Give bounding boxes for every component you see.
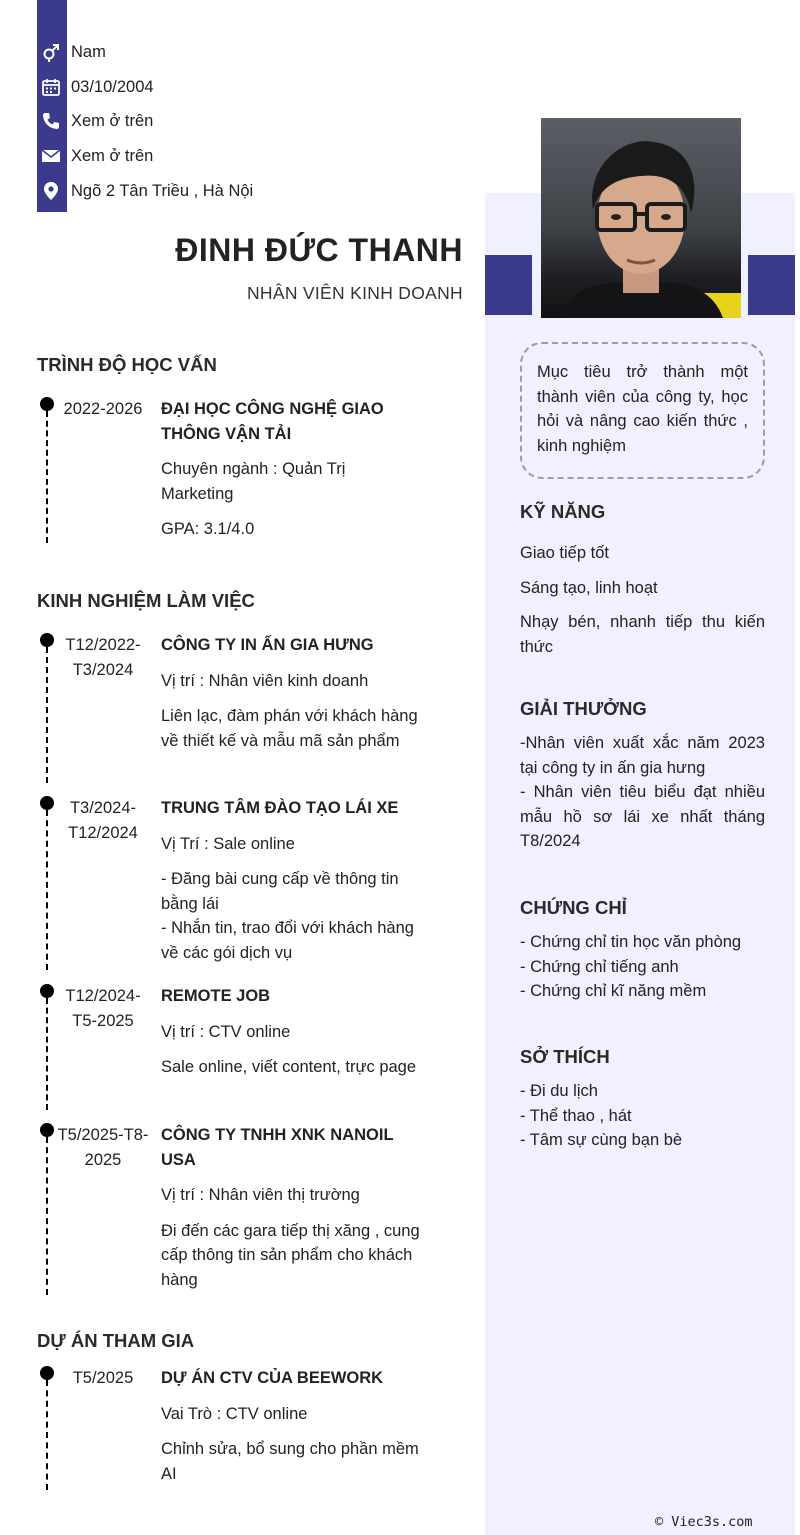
- candidate-role: NHÂN VIÊN KINH DOANH: [246, 283, 463, 303]
- entry-date: 2022-2026: [63, 400, 143, 418]
- entry-line: Vị trí : CTV online: [161, 1022, 291, 1041]
- address-text: Ngõ 2 Tân Triều , Hà Nội: [71, 181, 254, 200]
- timeline-dot: [40, 796, 54, 810]
- accent-block-right: [748, 255, 795, 315]
- candidate-name: ĐINH ĐỨC THANH: [175, 232, 463, 268]
- entry-line: Vị Trí : Sale online: [161, 834, 295, 853]
- career-objective: Mục tiêu trở thành một thành viên của công ty, học hỏi và nâng cao kiến thức , kinh nghiệm: [520, 342, 765, 479]
- calendar-icon: [40, 76, 62, 98]
- contact-address: [40, 179, 254, 203]
- timeline-dot: [40, 1123, 54, 1137]
- skill-item: Nhạy bén, nhanh tiếp thu kiến thức: [520, 613, 765, 656]
- entry-heading: CÔNG TY TNHH XNK NANOIL USA: [161, 1126, 394, 1169]
- timeline-dot: [40, 1366, 54, 1380]
- entry-date: T5/2025: [72, 1369, 134, 1387]
- watermark-footer: © Viec3s.com: [655, 1514, 753, 1530]
- entry-heading: TRUNG TÂM ĐÀO TẠO LÁI XE: [161, 799, 399, 817]
- skill-item: Sáng tạo, linh hoạt: [520, 578, 658, 597]
- profile-photo: [541, 118, 741, 318]
- timeline-line: [46, 1380, 48, 1490]
- contact-gender: [40, 40, 106, 64]
- hobbies-list: [520, 1079, 765, 1153]
- entry-heading: DỰ ÁN CTV CỦA BEEWORK: [161, 1369, 384, 1387]
- entry-body: [161, 1366, 421, 1486]
- entry-date: T12/2024-T5-2025: [65, 987, 141, 1030]
- certificates-list: [520, 930, 765, 1004]
- hobby-item: - Tâm sự cùng bạn bè: [520, 1131, 683, 1149]
- entry-date: T3/2024-T12/2024: [68, 799, 138, 842]
- timeline-line: [46, 411, 48, 543]
- timeline-line: [46, 810, 48, 970]
- entry-line: Chỉnh sửa, bổ sung cho phần mềm AI: [161, 1440, 419, 1483]
- education-title: TRÌNH ĐỘ HỌC VẤN: [37, 354, 217, 375]
- phone-text: Xem ở trên: [71, 111, 154, 130]
- entry-body: [161, 984, 421, 1080]
- hobby-item: - Đi du lịch: [520, 1082, 598, 1100]
- timeline-line: [46, 1137, 48, 1295]
- dob-text: 03/10/2004: [71, 77, 154, 96]
- entry-line: Chuyên ngành : Quản Trị Marketing: [161, 460, 346, 503]
- gender-icon: [40, 41, 62, 63]
- location-pin-icon: [40, 180, 62, 202]
- mail-icon: [40, 145, 62, 167]
- skills-title: KỸ NĂNG: [520, 501, 606, 522]
- award-item: -Nhân viên xuất xắc năm 2023 tại công ty in ấn gia hưng: [520, 734, 765, 777]
- awards-list: [520, 731, 765, 854]
- projects-title: DỰ ÁN THAM GIA: [37, 1330, 195, 1351]
- entry-line: Liên lạc, đàm phán với khách hàng về thiết kế và mẫu mã sản phẩm: [161, 707, 418, 750]
- entry-line: Vai Trò : CTV online: [161, 1404, 308, 1423]
- entry-body: [161, 1123, 421, 1292]
- contact-dob: [40, 75, 154, 99]
- entry-heading: CÔNG TY IN ẤN GIA HƯNG: [161, 636, 374, 654]
- entry-heading: REMOTE JOB: [161, 987, 271, 1005]
- entry-line: Đi đến các gara tiếp thị xăng , cung cấp thông tin sản phẩm cho khách hàng: [161, 1221, 420, 1289]
- entry-line: Vị trí : Nhân viên thị trường: [161, 1186, 360, 1204]
- entry-date: T5/2025-T8-2025: [57, 1126, 149, 1169]
- entry-line: - Nhắn tin, trao đổi với khách hàng về các gói dịch vụ: [161, 919, 414, 962]
- entry-body: [161, 633, 421, 753]
- contact-phone: [40, 109, 154, 133]
- entry-body: [161, 397, 421, 542]
- timeline-line: [46, 647, 48, 783]
- entry-line: Vị trí : Nhân viên kinh doanh: [161, 671, 369, 690]
- certificate-item: - Chứng chỉ tiếng anh: [520, 957, 679, 976]
- entry-heading: ĐẠI HỌC CÔNG NGHỆ GIAO THÔNG VẬN TẢI: [161, 400, 384, 443]
- skill-item: Giao tiếp tốt: [520, 544, 609, 562]
- timeline-dot: [40, 633, 54, 647]
- timeline-dot: [40, 397, 54, 411]
- certificates-title: CHỨNG CHỈ: [520, 897, 627, 918]
- entry-line: - Đăng bài cung cấp về thông tin bằng lái: [161, 870, 399, 913]
- certificate-item: - Chứng chỉ kĩ năng mềm: [520, 982, 707, 1000]
- email-text: Xem ở trên: [71, 146, 154, 165]
- contact-email: [40, 144, 154, 168]
- hobby-item: - Thể thao , hát: [520, 1106, 632, 1125]
- entry-date: T12/2022-T3/2024: [65, 636, 141, 679]
- entry-body: [161, 796, 421, 965]
- hobbies-title: SỞ THÍCH: [520, 1046, 610, 1067]
- entry-line: GPA: 3.1/4.0: [161, 520, 255, 538]
- timeline-line: [46, 998, 48, 1110]
- accent-block-left: [485, 255, 532, 315]
- skills-list: [520, 541, 765, 659]
- entry-line: Sale online, viết content, trực page: [161, 1058, 417, 1076]
- experience-title: KINH NGHIỆM LÀM VIỆC: [37, 590, 255, 611]
- timeline-dot: [40, 984, 54, 998]
- phone-icon: [40, 110, 62, 132]
- awards-title: GIẢI THƯỞNG: [520, 698, 647, 719]
- award-item: - Nhân viên tiêu biểu đạt nhiều mẫu hồ sơ lái xe nhất tháng T8/2024: [520, 783, 765, 850]
- certificate-item: - Chứng chỉ tin học văn phòng: [520, 933, 742, 951]
- gender-text: Nam: [71, 42, 106, 61]
